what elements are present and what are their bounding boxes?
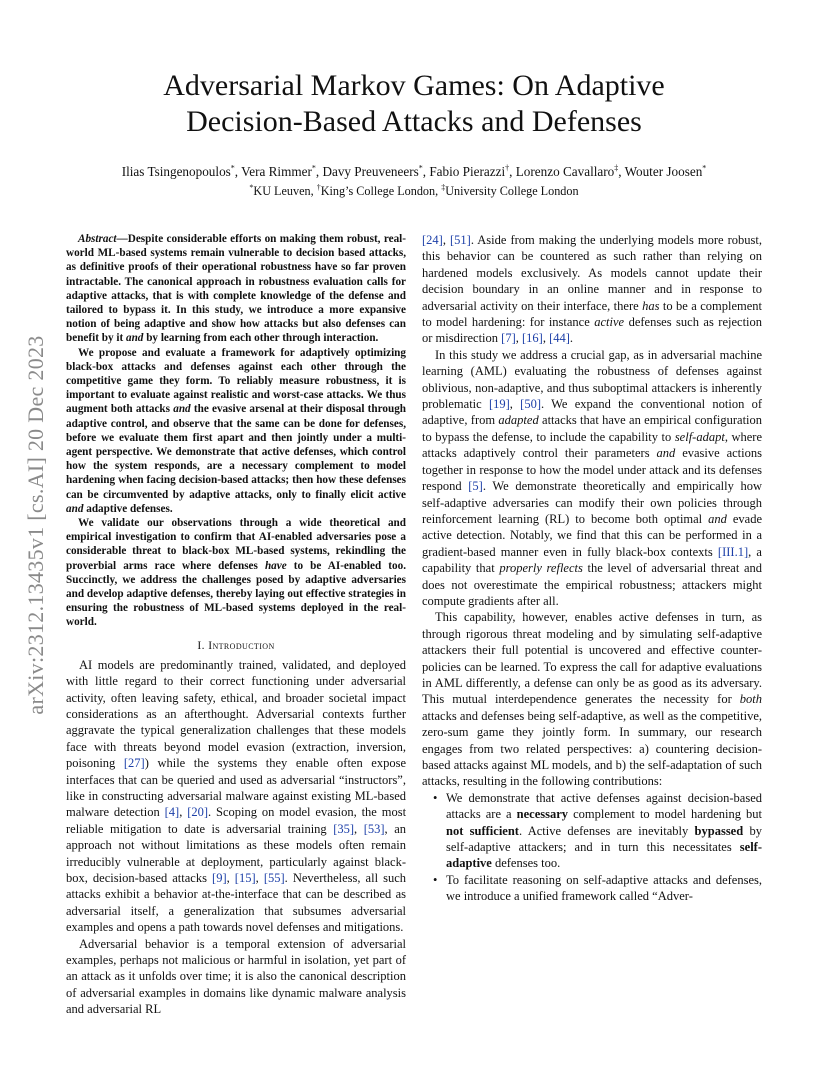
abstract-label: Abstract xyxy=(78,233,117,245)
author: Lorenzo Cavallaro‡ xyxy=(515,163,619,179)
citation-link[interactable]: [55] xyxy=(263,870,285,885)
abstract-paragraph-3: We validate our observations through a wide theoretical and empirical investigation to confirm that AI-enabled adversaries pose a considerable threat to black-box ML-based systems, rekindling the proverbial arms race where defenses have to be AI-enabled too. Succinctly, we address the challenges posed by adaptive adversaries and develop adaptive defenses, thereby laying out effective strategies in ensuring the robustness of ML-based systems deployed in the real-world. xyxy=(66,517,406,629)
citation-link[interactable]: [35] xyxy=(333,821,355,836)
citation-link[interactable]: [51] xyxy=(449,233,471,247)
affiliation: *KU Leuven xyxy=(249,182,311,198)
citation-link[interactable]: [16] xyxy=(521,331,543,346)
intro-paragraph-1: AI models are predominantly trained, validated, and deployed with little regard to their correct functioning under adversarial activity, often leaving safety, ethical, and broader societal impact considerations as an afterthought. Adversarial contexts further aggravate the typical generalization challenges that these models face with threats beyond model evasion (extraction, inversion, poisoning [27]) while the systems they enable often expose interfaces that can be queried and used as adversarial “instructors”, like in constructing adversarial malware against existing ML-based malware detection [4], [20]. Scoping on model evasion, the most reliable mitigation to date is adversarial training [35], [53], an approach not without limitations as these models often remain irreducibly vulnerable at deployment, particularly against black-box, decision-based attacks [9], [15], [55]. Nevertheless, all such attacks exhibit a behavior at-the-interface that can be described as adversarial itself, a generalization that subsumes adversarial examples and opens a path towards novel defenses and mitigations. xyxy=(66,657,407,935)
author: Davy Preuveneers* xyxy=(322,163,423,179)
citation-link[interactable]: [15] xyxy=(234,870,256,885)
author: Fabio Pierazzi† xyxy=(429,163,510,179)
intro-paragraph-2-start: Adversarial behavior is a temporal extension of adversarial examples, perhaps not malicious or harmful in isolation, yet part of an attack as it unfolds over time; it is also the canonical description of adversarial examples in domains like dynamic malware analysis and adversarial RL xyxy=(66,936,406,1017)
list-item: • We demonstrate that active defenses against decision-based attacks are a necessary complement to model hardening but not sufficient. Active defenses are inevitably bypassed by self-adaptive attackers; and in turn this necessitates self-adaptive defenses too. xyxy=(446,790,762,872)
right-column xyxy=(422,232,762,905)
list-item: • To facilitate reasoning on self-adaptive attacks and defenses, we introduce a unified framework called “Adver- xyxy=(446,872,762,905)
author-list: Ilias Tsingenopoulos*, Vera Rimmer*, Davy Preuveneers*, Fabio Pierazzi†, Lorenzo Cavallaro‡, Wouter Joosen* xyxy=(121,163,707,179)
citation-link[interactable]: [24] xyxy=(422,233,443,247)
citation-link[interactable]: [44] xyxy=(549,331,570,346)
citation-link[interactable]: [III.1] xyxy=(717,544,749,559)
section-heading-introduction: I. Introduction xyxy=(197,638,275,652)
arxiv-identifier-stamp xyxy=(25,290,47,760)
citation-link[interactable]: [19] xyxy=(488,397,510,412)
citation-link[interactable]: [5] xyxy=(468,479,483,494)
citation-link[interactable]: [4] xyxy=(164,805,180,820)
abstract-paragraph-2: We propose and evaluate a framework for adaptively optimizing black-box attacks and defenses against each other through the competitive game they form. To reliably measure robustness, it is important to evaluate against realistic and worst-case attacks. We thus augment both attacks and the evasive arsenal at their disposal through adaptive control, and observe that the same can be done for defenses, before we evaluate them first apart and then jointly under a multi-agent perspective. We demonstrate that active defenses, which control how the system responds, are a necessary complement to model hardening when facing decision-based attacks; then how these defenses can be circumvented by adaptive attacks, only to finally elicit active and adaptive defenses. xyxy=(66,346,407,515)
intro-paragraph-3: In this study we address a crucial gap, as in adversarial machine learning (AML) evaluating the robustness of defenses against oblivious, non-adaptive, and thus suboptimal attackers is inherently problematic [19], [50]. We expand the conventional notion of adaptive, from adapted attacks that have an empirical configuration to bypass the defense, to include the capability to self-adapt, where attacks adaptively control their parameters and evasive actions together in response to how the model under attack and its defenses respond [5]. We demonstrate theoretically and empirically how self-adaptive adversaries can modify their own policies through reinforcement learning (RL) to become both optimal and evade active detection. Notably, we find that this can be performed in a gradient-based manner even in fully black-box contexts [III.1], a capability that properly reflects the level of adversarial threat and does not overestimate the empirical robustness; attackers might compute gradients after all. xyxy=(422,347,763,608)
author: Wouter Joosen* xyxy=(624,163,707,179)
paper-title xyxy=(60,68,768,140)
citation-link[interactable]: [7] xyxy=(501,331,516,346)
author: Vera Rimmer* xyxy=(241,163,316,179)
citation-link[interactable]: [50] xyxy=(520,397,541,412)
abstract-paragraph-1: Abstract—Despite considerable efforts on making them robust, real-world ML-based systems remain vulnerable to decision based attacks, as definitive proofs of their operational robustness have so far proven intractable. The canonical approach in robustness evaluation calls for adaptive attacks, that is with complete knowledge of the defense and tailored to bypass it. In this study, we introduce a more expansive notion of being adaptive and show how attacks but also defenses can benefit by it and by learning from each other through interaction. xyxy=(66,233,406,345)
left-column xyxy=(66,232,406,1018)
affiliation: ‡University College London xyxy=(441,182,579,198)
title-line-2: Decision-Based Attacks and Defenses xyxy=(186,105,642,138)
author: Ilias Tsingenopoulos* xyxy=(121,163,235,179)
citation-link[interactable]: [27] xyxy=(123,756,145,771)
intro-paragraph-4: This capability, however, enables active defenses in turn, as through rigorous threat modeling and by simulating self-adaptive attackers their full potential is uncovered and effective counter-policies can be learned. To express the call for adaptive evaluations in AML differently, a defense can only be as good as its adversary. This mutual interdependence generates the necessity for both attacks and defenses being self-adaptive, as well as the competitive, zero-sum game they jointly form. In summary, our research engages from two related perspectives: a) countering decision-based attacks against ML models, and b) the self-adaptation of such attacks, resulting in the following contributions: xyxy=(422,610,762,789)
contributions-list xyxy=(422,790,762,905)
citation-link[interactable]: [53] xyxy=(363,821,385,836)
title-line-1: Adversarial Markov Games: On Adaptive xyxy=(163,69,665,102)
citation-link[interactable]: [20] xyxy=(187,805,209,820)
affiliation: †King’s College London xyxy=(316,182,436,198)
intro-paragraph-2-continued: [24], [51]. Aside from making the underlying models more robust, this behavior can be countered as such rather than relying on hardened models exclusively. As models cannot update their decision boundary in an online manner and in response to adversarial activity on their interface, there has to be a complement to model hardening: for instance active defenses such as rejection or misdirection [7], [16], [44]. xyxy=(422,233,763,346)
arxiv-stamp-text: arXiv:2312.13435v1 [cs.AI] 20 Dec 2023 xyxy=(23,335,48,715)
affiliation-list: *KU Leuven, †King’s College London, ‡University College London xyxy=(249,182,579,198)
citation-link[interactable]: [9] xyxy=(212,870,227,885)
